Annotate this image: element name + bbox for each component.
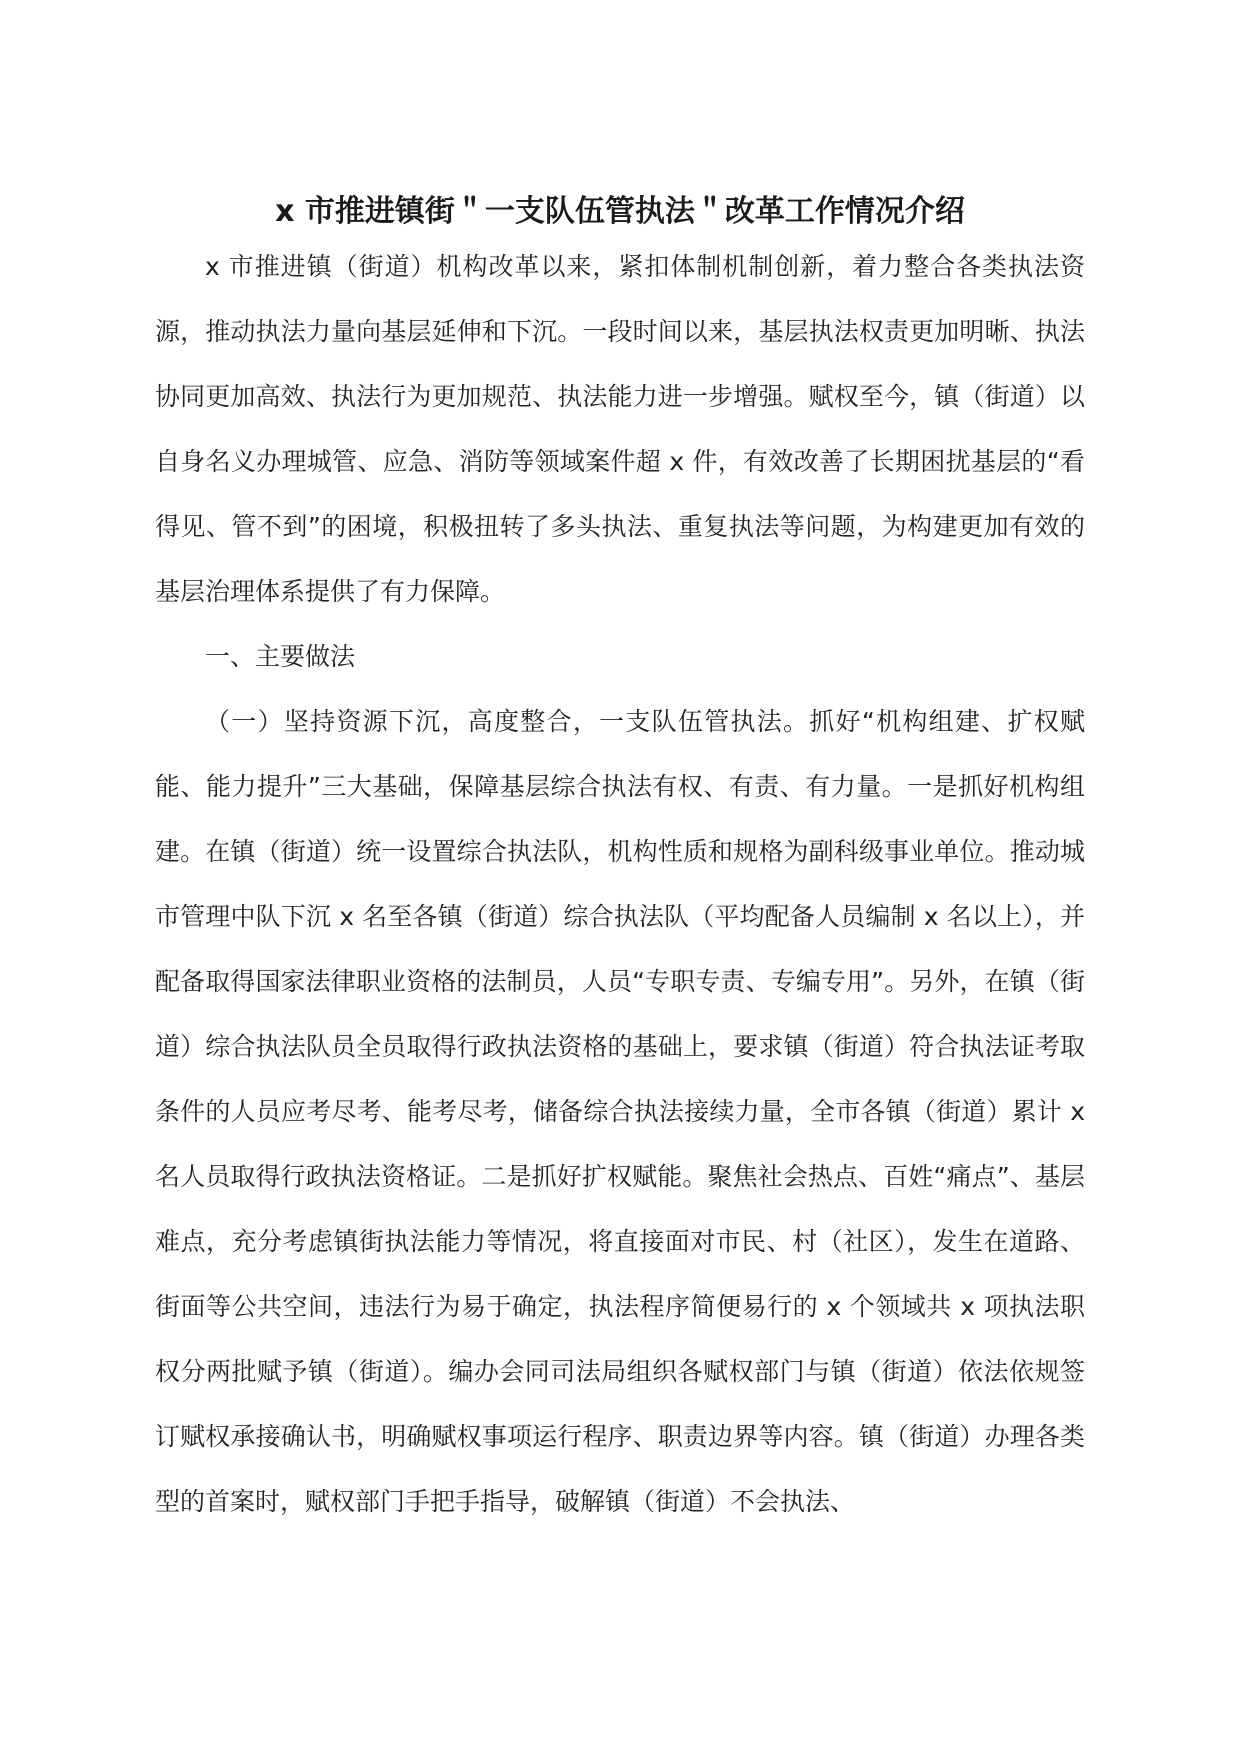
intro-paragraph: x 市推进镇（街道）机构改革以来，紧扣体制机制创新，着力整合各类执法资源，推动执法力量向基层延伸和下沉。一段时间以来，基层执法权责更加明晰、执法协同更加高效、执法行为更加规范、执法能力进一步增强。赋权至今，镇（街道）以自身名义办理城管、应急、消防等领域案件超 x 件，有效改善了长期困扰基层的“看得见、管不到”的困境，积极扭转了多头执法、重复执法等问题，为构建更加有效的基层治理体系提供了有力保障。 — [155, 252, 1085, 606]
section-heading: 一、主要做法 — [205, 642, 356, 671]
document-body — [155, 234, 1085, 1534]
document-title: x 市推进镇街＂一支队伍管执法＂改革工作情况介绍 — [275, 194, 965, 229]
subsection-paragraph: （一）坚持资源下沉，高度整合，一支队伍管执法。抓好“机构组建、扩权赋能、能力提升”三大基础，保障基层综合执法有权、有责、有力量。一是抓好机构组建。在镇（街道）统一设置综合执法队，机构性质和规格为副科级事业单位。推动城市管理中队下沉 x 名至各镇（街道）综合执法队（平均配备人员编制 x 名以上），并配备取得国家法律职业资格的法制员，人员“专职专责、专编专用”。另外，在镇（街道）综合执法队员全员取得行政执法资格的基础上，要求镇（街道）符合执法证考取条件的人员应考尽考、能考尽考，储备综合执法接续力量，全市各镇（街道）累计 x 名人员取得行政执法资格证。二是抓好扩权赋能。聚焦社会热点、百姓“痛点”、基层难点，充分考虑镇街执法能力等情况，将直接面对市民、村（社区），发生在道路、街面等公共空间，违法行为易于确定，执法程序简便易行的 x 个领域共 x 项执法职权分两批赋予镇（街道）。编办会同司法局组织各赋权部门与镇（街道）依法依规签订赋权承接确认书，明确赋权事项运行程序、职责边界等内容。镇（街道）办理各类型的首案时，赋权部门手把手指导，破解镇（街道）不会执法、 — [155, 707, 1085, 1516]
